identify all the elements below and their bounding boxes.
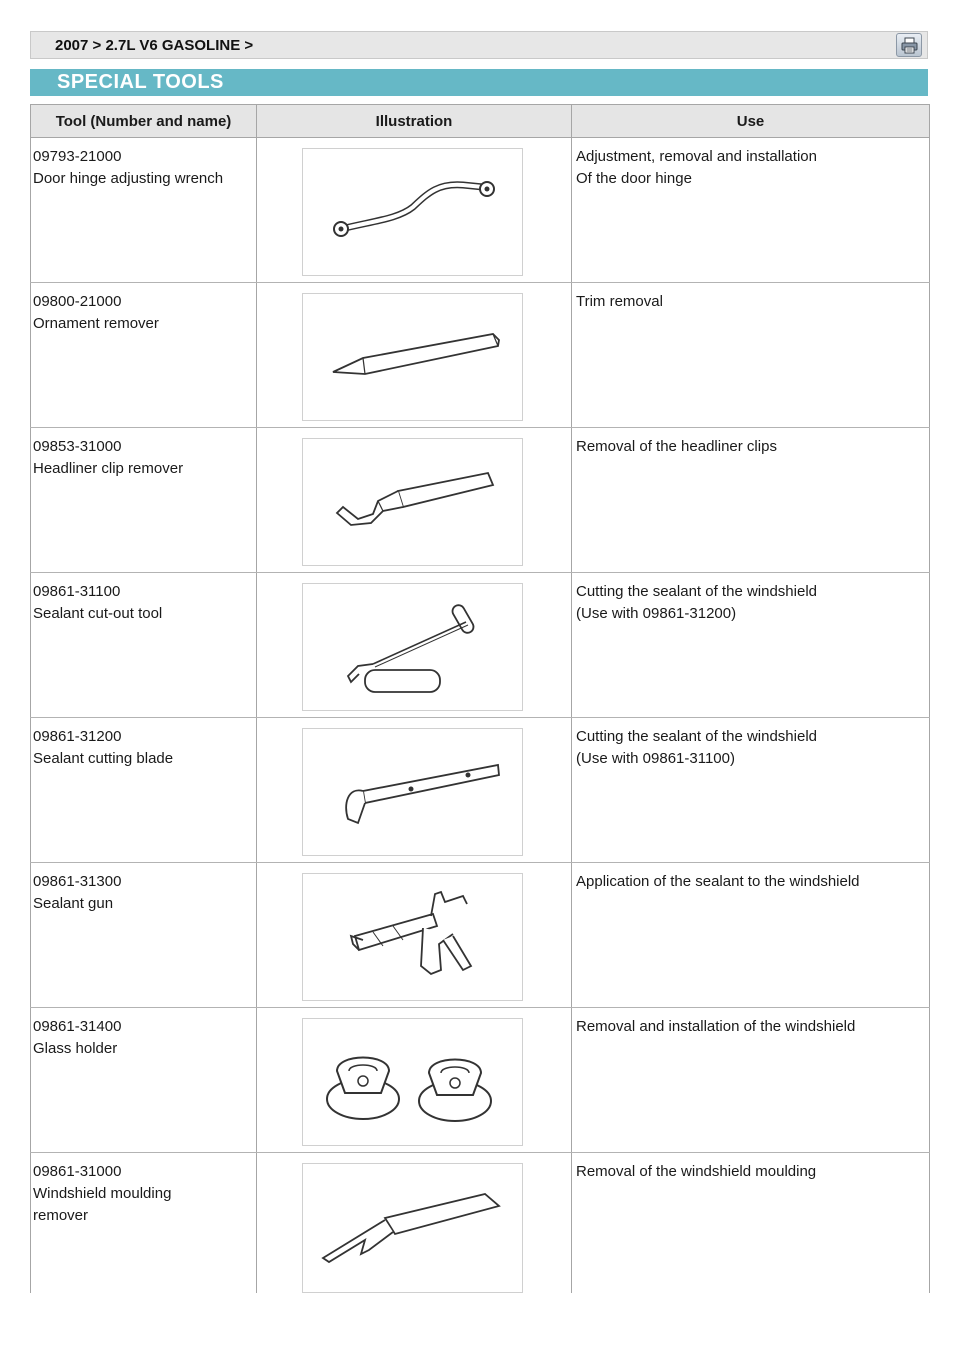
glass-holder-illustration (303, 1019, 522, 1145)
tool-name: Sealant cut-out tool (33, 605, 163, 622)
tool-number: 09861-31000 (33, 1163, 122, 1180)
tool-cell (31, 863, 257, 1008)
door-hinge-wrench-illustration (303, 149, 522, 275)
section-title: SPECIAL TOOLS (30, 69, 928, 96)
tool-number: 09853-31000 (33, 438, 122, 455)
tool-name: Windshield moulding (33, 1185, 172, 1202)
table-row (31, 428, 930, 573)
breadcrumb[interactable]: 2007 > 2.7L V6 GASOLINE > (55, 37, 254, 54)
tool-use-text: Trim removal (576, 293, 663, 310)
tool-name: Glass holder (33, 1040, 118, 1057)
print-button[interactable] (896, 33, 922, 57)
tool-illustration (302, 293, 523, 421)
tool-use-text: Of the door hinge (576, 170, 692, 187)
tool-cell (31, 573, 257, 718)
windshield-moulding-remover-illustration (303, 1164, 522, 1292)
tool-illustration (302, 1018, 523, 1146)
tool-use-text: Cutting the sealant of the windshield (576, 583, 817, 600)
use-cell (572, 138, 930, 283)
tool-number: 09861-31200 (33, 728, 122, 745)
tool-number: 09861-31100 (33, 583, 121, 600)
tool-number: 09861-31400 (33, 1018, 122, 1035)
tool-illustration (302, 1163, 523, 1293)
illustration-cell (257, 138, 572, 283)
illustration-cell (257, 863, 572, 1008)
breadcrumb-bar (30, 31, 928, 59)
tool-cell (31, 283, 257, 428)
sealant-cutting-blade-illustration (303, 729, 522, 855)
tool-name: Ornament remover (33, 315, 159, 332)
use-cell (572, 573, 930, 718)
column-header-tool: Tool (Number and name) (31, 105, 257, 138)
tool-cell (31, 428, 257, 573)
table-row (31, 1008, 930, 1153)
table-row (31, 573, 930, 718)
tool-illustration (302, 438, 523, 566)
ornament-remover-illustration (303, 294, 522, 420)
tool-use-text: (Use with 09861-31100) (576, 750, 735, 767)
headliner-clip-remover-illustration (303, 439, 522, 565)
table-row (31, 138, 930, 283)
table-header-row (31, 105, 930, 138)
use-cell (572, 863, 930, 1008)
tool-number: 09800-21000 (33, 293, 122, 310)
column-header-illustration: Illustration (257, 105, 572, 138)
use-cell (572, 428, 930, 573)
use-cell (572, 283, 930, 428)
table-row (31, 863, 930, 1008)
tool-illustration (302, 148, 523, 276)
tool-cell (31, 138, 257, 283)
table-row (31, 283, 930, 428)
tool-use-text: Removal and installation of the windshield (576, 1018, 856, 1035)
table-row (31, 1153, 930, 1294)
tool-name: Door hinge adjusting wrench (33, 170, 224, 187)
illustration-cell (257, 1008, 572, 1153)
special-tools-table (30, 104, 930, 1293)
column-header-use: Use (572, 105, 930, 138)
illustration-cell (257, 573, 572, 718)
sealant-gun-illustration (303, 874, 522, 1000)
tool-name: Sealant gun (33, 895, 114, 912)
illustration-cell (257, 283, 572, 428)
sealant-cutout-tool-illustration (303, 584, 522, 710)
tool-use-text: Application of the sealant to the windshield (576, 873, 860, 890)
tool-cell (31, 1153, 257, 1294)
use-cell (572, 718, 930, 863)
tool-use-text: (Use with 09861-31200) (576, 605, 737, 622)
illustration-cell (257, 1153, 572, 1294)
tool-name: Headliner clip remover (33, 460, 184, 477)
printer-icon (900, 36, 919, 55)
tool-cell (31, 718, 257, 863)
tool-use-text: Removal of the headliner clips (576, 438, 777, 455)
illustration-cell (257, 428, 572, 573)
tool-illustration (302, 873, 523, 1001)
tool-use-text: Cutting the sealant of the windshield (576, 728, 817, 745)
table-row (31, 718, 930, 863)
tool-illustration (302, 728, 523, 856)
tool-illustration (302, 583, 523, 711)
tool-use-text: Adjustment, removal and installation (576, 148, 817, 165)
tool-cell (31, 1008, 257, 1153)
illustration-cell (257, 718, 572, 863)
tool-number: 09861-31300 (33, 873, 122, 890)
use-cell (572, 1008, 930, 1153)
tool-name: Sealant cutting blade (33, 750, 174, 767)
tool-name: remover (33, 1207, 89, 1224)
tool-use-text: Removal of the windshield moulding (576, 1163, 817, 1180)
tool-number: 09793-21000 (33, 148, 122, 165)
use-cell (572, 1153, 930, 1294)
